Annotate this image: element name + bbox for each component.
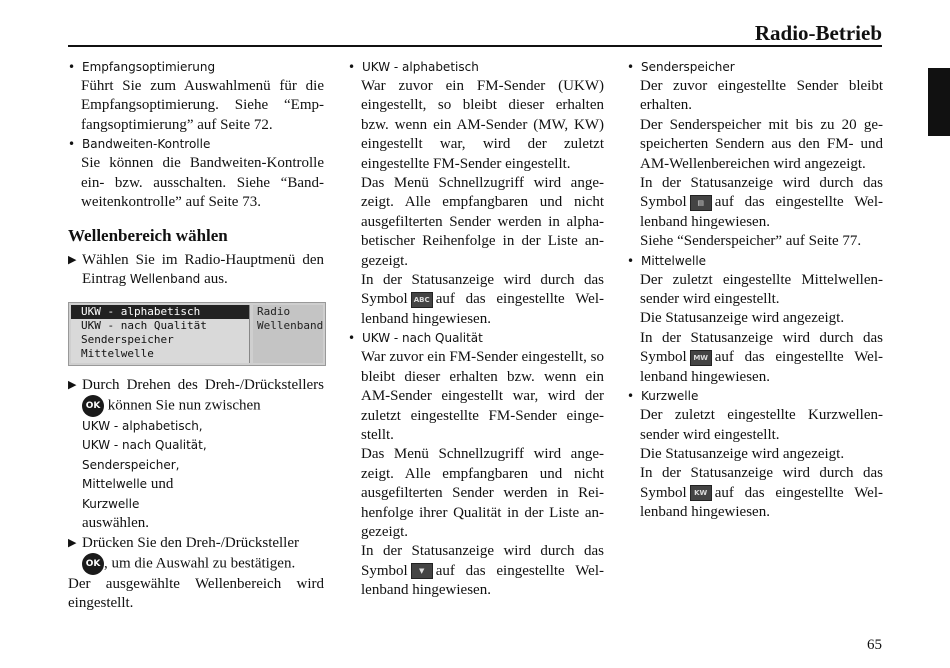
paragraph (627, 464, 883, 522)
paragraph: Die Statusanzeige wird angezeigt. (640, 310, 845, 327)
paragraph: War zuvor ein FM-Sender (UKW) eingestellt, so bleibt dieser erhalten bzw. wenn ein AM-Sender (MW, KW) eingestellt war, wird der zuletzt eingestellte FM-Sender eingestellt. (361, 78, 604, 172)
paragraph: Der zuletzt eingestellte Kurzwellensender wird eingestellt. (640, 407, 883, 443)
step-text: Drücken Sie den Dreh-/Drücksteller (82, 534, 300, 551)
paragraph: Der Senderspeicher mit bis zu 20 gespeicherten Sendern aus den FM- und AM-Wellenbereichen wird angezeigt. (640, 116, 883, 172)
header-rule (68, 45, 882, 47)
paragraph-text: In der Statusanzeige wird durch das Symbol (361, 543, 604, 579)
bullet-heading: • Empfangsoptimierung (68, 60, 216, 74)
menu-item: UKW - nach Qualität (81, 318, 207, 332)
radio-display-screenshot (68, 302, 326, 366)
instruction-step (68, 376, 324, 534)
paragraph: Die Statusanzeige wird angezeigt. (640, 445, 845, 462)
result-text: Der ausgewählte Wellenbereich wird eingestellt. (68, 575, 324, 612)
conjunction: und (150, 476, 174, 493)
paragraph: Das Menü Schnellzugriff wird angezeigt. Alle empfangbaren und nicht ausgefilterten Sender werden in Reihenfolge ihrer Qualität in der Liste angezeigt. (361, 446, 604, 540)
mw-symbol-icon: MW (690, 350, 712, 366)
paragraph: Sie können die Bandweiten-Kontrolle ein- bzw. ausschalten. Siehe “Bandweitenkontrolle” auf Seite 73. (81, 155, 324, 211)
paragraph-text: In der Statusanzeige wird durch das Symbol (640, 329, 883, 366)
paragraph: Führt Sie zum Auswahlmenü für die Empfangsoptimierung. Siehe “Empfangsoptimierung” auf Seite 72. (81, 78, 324, 133)
bullet-heading-text: Empfangsoptimierung (82, 60, 216, 74)
paragraph (627, 329, 883, 387)
paragraph: Der zuvor eingestellte Sender bleibt erhalten. (640, 78, 883, 114)
bullet-heading: • UKW - alphabetisch (348, 60, 479, 74)
triangle-bullet-icon: ▶ (68, 536, 77, 549)
option-term: UKW - alphabetisch, (82, 419, 203, 434)
bullet-heading-text: UKW - nach Qualität (362, 331, 483, 346)
page-title: Radio-Betrieb (754, 21, 882, 45)
bullet-heading-text: Mittelwelle (641, 253, 707, 268)
bullet-heading-text: Senderspeicher (641, 60, 735, 74)
thumb-index-tab (928, 68, 950, 136)
step-text: auswählen. (82, 515, 150, 532)
ok-knob-icon: OK (82, 553, 104, 575)
step-text: Durch Drehen des Dreh-/Drückstellers (82, 376, 324, 393)
column-2 (348, 58, 604, 601)
bullet-heading: • UKW - nach Qualität (348, 331, 483, 346)
paragraph-text: In der Statusanzeige wird durch das Symbol (640, 175, 883, 211)
bullet-heading-text: UKW - alphabetisch (362, 60, 479, 74)
instruction-step (68, 534, 324, 575)
paragraph-text: In der Statusanzeige wird durch das Symbol (640, 465, 883, 501)
paragraph-text: auf das eingestellte Wellenband hingewiesen. (640, 194, 883, 230)
paragraph: War zuvor ein FM-Sender eingestellt, so bleibt dieser erhalten bzw. wenn ein AM-Sender eingestellt war, wird der zuletzt eingestellte FM-Sender eingestellt. (361, 349, 604, 443)
step-text: , um die Auswahl zu bestätigen. (104, 555, 296, 572)
paragraph: Der zuletzt eingestellte Mittelwellensender wird eingestellt. (640, 271, 883, 308)
memory-symbol-icon: ▤ (690, 195, 712, 211)
column-3 (627, 58, 883, 523)
option-term: Senderspeicher, (82, 457, 180, 472)
triangle-bullet-icon: ▶ (68, 378, 77, 391)
paragraph-text: auf das eingestellte Wellenband hingewiesen. (640, 349, 883, 385)
bullet-heading: • Mittelwelle (627, 253, 707, 268)
menu-context-label (253, 305, 323, 363)
paragraph-text: auf das eingestellte Wellenband hingewiesen. (361, 291, 604, 327)
paragraph-text: auf das eingestellte Wellenband hingewiesen. (361, 562, 604, 599)
quality-symbol-icon: ▼ (411, 563, 433, 579)
bullet-heading: • Bandweiten-Kontrolle (68, 137, 211, 152)
paragraph: Siehe “Senderspeicher” auf Seite 77. (640, 233, 862, 250)
context-label-line: Radio (257, 304, 291, 318)
paragraph (348, 542, 604, 600)
bullet-heading: • Kurzwelle (627, 389, 699, 404)
page-number: 65 (867, 637, 882, 653)
ok-knob-icon: OK (82, 395, 104, 417)
context-label-line: Wellenband (257, 318, 324, 332)
abc-symbol-icon: ABC (411, 292, 433, 308)
paragraph (627, 174, 883, 232)
column-1 (68, 58, 324, 614)
menu-item: Mittelwelle (81, 346, 154, 360)
menu-item-selected: UKW - alphabetisch (71, 305, 249, 319)
step-text: aus. (204, 271, 228, 288)
paragraph: Das Menü Schnellzugriff wird angezeigt. Alle empfangbaren und nicht ausgefilterten Sender werden in alphabetischer Reihenfolge in der Liste angezeigt. (361, 175, 604, 269)
option-term: Kurzwelle (82, 496, 140, 511)
bullet-heading: • Senderspeicher (627, 60, 735, 74)
triangle-bullet-icon: ▶ (68, 253, 77, 266)
step-text: können Sie nun zwischen (107, 397, 261, 414)
section-heading: Wellenbereich wählen (68, 226, 228, 246)
menu-term: Wellenband (129, 272, 201, 287)
bullet-heading-text: Kurzwelle (641, 389, 699, 404)
step-text: Wählen Sie im Radio-Hauptmenü den Eintrag (82, 251, 324, 288)
option-term: Mittelwelle (82, 477, 148, 492)
option-term: UKW - nach Qualität, (82, 438, 207, 453)
bullet-heading-text: Bandweiten-Kontrolle (82, 137, 211, 152)
option-term-line (82, 475, 324, 494)
menu-item: Senderspeicher (81, 332, 174, 346)
paragraph-text: auf das eingestellte Wellenband hingewiesen. (640, 484, 883, 521)
kw-symbol-icon: KW (690, 485, 712, 501)
instruction-step (68, 251, 324, 290)
paragraph (348, 271, 604, 329)
menu-list (71, 305, 250, 363)
paragraph-text: In der Statusanzeige wird durch das Symbol (361, 272, 604, 308)
